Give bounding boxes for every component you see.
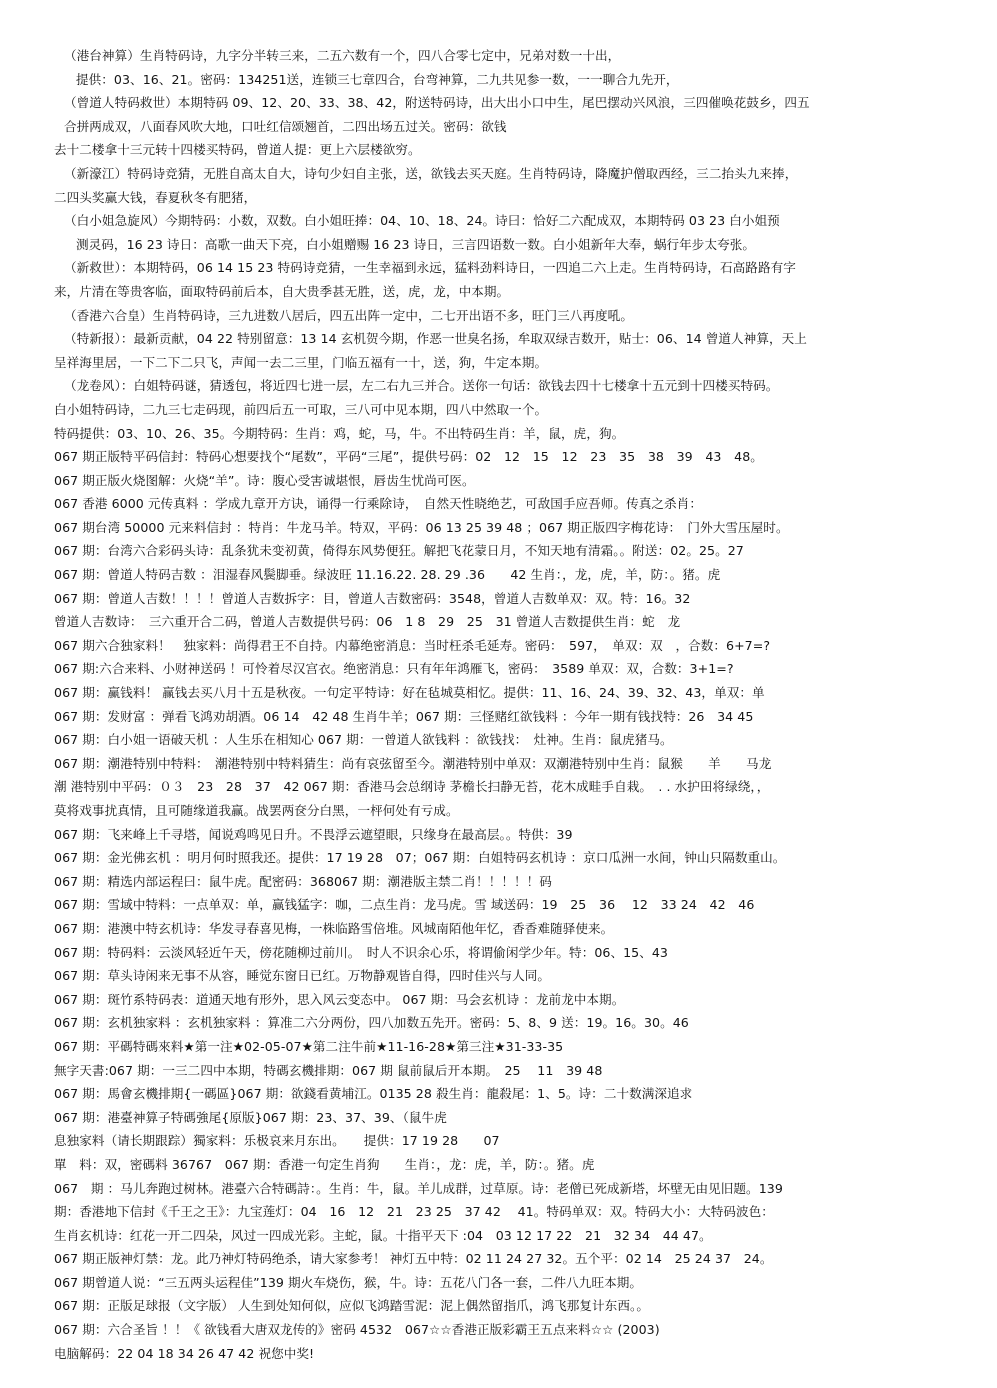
text-line: 067 期：精选内部运程曰：鼠牛虎。配密码：368067 期：潮港版主禁二肖！！！！！码 [54,873,552,889]
text-line: 呈祥海里居，一下二下二只飞，声闻一去二三里，门临五福有一十，送，狗，牛定本期。 [54,354,548,370]
text-line: 067 期：白小姐一语破天机 ：人生乐在相知心 067 期：一曾道人欲钱料 ：欲钱找： 灶神。生肖：鼠虎猪马。 [54,732,673,748]
text-line: 067 期正版火烧图解：火烧“羊”。诗：腹心受害诚堪恨，唇齿生忧尚可医。 [54,472,475,488]
text-line: （曾道人特码救世）本期特码 09、12、20、33、38、42，附送特码诗，出大出小口中生，尾巴摆动兴风浪，三四催唤花鼓乡，四五 [64,95,810,111]
text-line: 067 期：曾道人吉数！！！！曾道人吉数拆字：目，曾道人吉数密码：3548，曾道人吉数单双：双。特：16。32 [54,590,691,606]
text-line: 067 期：草头诗闲来无事不从容，睡觉东窗日已红。万物静观皆自得，四时佳兴与人同。 [54,968,551,984]
text-line: 067 期：金光佛玄机 ：明月何时照我还。提供：17 19 28 07；067 期：白姐特码玄机诗 ：京口瓜洲一水间，钟山只隔数重山。 [54,850,786,866]
text-line: 潮 港特别中平码：０３ 23 28 37 42 067 期：香港马会总纲诗 茅檐长扫静无苔，花木成畦手自栽。 . . 水护田将绿绕，， [54,779,770,795]
text-line: （龙卷风）：白姐特码谜，猜透包，将近四七进一层，左二右九三并合。送你一句话：欲钱去四十七楼拿十五元到十四楼买特码。 [64,378,779,394]
text-line: 067 期：特码料：云淡风轻近午天，傍花随柳过前川。 时人不识余心乐，将谓偷闲学少年。特：06、15、43 [54,944,668,960]
text-line: 提供：03、16、21。密码：134251送，连锁三七章四合，台弯神算，二九共见参一数，一一聊合九先开， [76,71,679,87]
text-line: 無字天書:067 期：一三二四中本期，特碼玄機排期：067 期 鼠前鼠后开本期。 25 11 39 48 [54,1062,603,1078]
text-line: 测灵码，16 23 诗日：高歌一曲天下亮，白小姐赠赐 16 23 诗日，三言四语数一数。白小姐新年大奉，蜗行年步太夸张。 [76,236,756,252]
text-line: 特码提供：03、10、26、35。今期特码：生肖：鸡，蛇，马，牛。不出特码生肖：羊，鼠，虎，狗。 [54,425,625,441]
text-line: （白小姐急旋风）今期特码：小数，双数。白小姐旺捧：04、10、18、24。诗曰：恰好二六配成双，本期特码 03 23 白小姐预 [64,213,780,229]
text-line: 067 期：玄机独家料 ：玄机独家料 ：算准二六分两份，四八加数五先开。密码：5、8、9 送：19。16。30。46 [54,1015,689,1031]
text-line: 合拼两成双，八面春风吹大地，口吐红信颂翘首，二四出场五过关。密码：欲钱 [64,118,507,134]
text-line: 067 期：雪域中特料：一点单双：单，赢钱猛字：咖，二点生肖：龙马虎。雪 域送码：19 25 36 12 33 24 42 46 [54,897,755,913]
text-line: 067 期：赢钱料！ 赢钱去买八月十五是秋夜。一句定平特诗：好在毡城莫相忆。提供：11、16、24、39、32、43，单双：单 [54,685,765,701]
text-line: （特新报）：最新贡献，04 22 特别留意：13 14 玄机贺今期，作恶一世臭名扬，牟取双绿吉数开，贴士：06、14 曾道人神算，天上 [64,331,807,347]
text-line: 莫将戏事扰真情，且可随缘道我赢。战罢两奁分白黑，一枰何处有亏成。 [54,803,459,818]
text-line: 067 期：台湾六合彩码头诗：乱条犹未变初黄，倚得东风势便狂。解把飞花蒙日月，不知天地有清霜。。附送：02。25。27 [54,543,744,559]
page-text [54,44,954,1365]
text-line: （香港六合皇）生肖特码诗，三九进数八居后，四五出阵一定中，二七开出语不多，旺门三八再度吼。 [64,307,633,323]
text-line: 去十二楼拿十三元转十四楼买特码，曾道人提：更上六层楼欲穷。 [54,142,421,158]
text-line: 曾道人吉数诗： 三六重开合二码，曾道人吉数提供号码：06 1 8 29 25 31 曾道人吉数提供生肖：蛇 龙 [54,614,681,630]
text-line: 067 期：港澳中特玄机诗：华发寻春喜见梅，一株临路雪倍堆。风城南陌他年忆，香香难随驿使来。 [54,920,614,936]
text-line: 067 期台湾 50000 元来料信封 ：特肖：牛龙马羊。特双，平码：06 13 25 39 48 ；067 期正版四字梅花诗： 门外大雪压屋时。 [54,519,789,535]
text-line: 067 期：斑竹系特码表：道通天地有形外，思入风云变态中。 067 期：马会玄机诗 ：龙前龙中本期。 [54,991,625,1007]
text-line: 067 期:六合来料、小财神送码 ！可怜着尽汉宫衣。绝密消息：只有年年鸿雁飞，密码： 3589 单双：双，合数：3+1=? [54,661,734,677]
text-line: 067 期曾道人说：“三五两头运程佳”139 期火车烧伤，猴，牛。诗：五花八门各一套，二件八九旺本期。 [54,1274,643,1290]
text-line: （新救世）：本期特码，06 14 15 23 特码诗竞猜，一生幸福到永远，猛料劲料诗日，一四追二六上走。生肖特码诗，石高路路有字 [64,260,796,276]
text-line: 067 期：飞来峰上千寻塔，闻说鸡鸣见日升。不畏浮云遮望眼，只缘身在最高层。。特供：39 [54,826,573,842]
text-line: 067 期：正版足球报（文字版） 人生到处知何似，应似飞鸿踏雪泥：泥上偶然留指爪，鸿飞那复计东西。。 [54,1298,649,1314]
text-line: 067 期：曾道人特码吉数 ：泪湿春风鬓脚垂。绿波旺 11.16.22. 28. 29 .36 42 生肖：，龙，虎，羊，防：。猪。虎 [54,567,721,583]
text-line: 067 期：馬會玄機排期{一碼區}067 期：欲錢看黄埔江。0135 28 殺生肖：龍殺尾：1、5。诗：二十数满深追求 [54,1086,693,1102]
text-line: 067 期正版特平码信封：特码心想要找个“尾数”，平码“三尾”，提供号码：02 12 15 12 23 35 38 39 43 48。 [54,449,763,465]
text-line: 067 期：发财富 ：弹看飞鸿劝胡酒。06 14 42 48 生肖牛羊；067 期：三怪赌红欲钱料 ：今年一期有钱找特：26 34 45 [54,708,754,724]
text-line: 息独家料（请长期跟踪）獨家料：乐极哀来月东出。 提供：17 19 28 07 [54,1133,500,1149]
text-line: 来，片清在等贵客临，面取特码前后本，自大贵季甚无胜，送，虎，龙，中本期。 [54,283,510,299]
text-line: 白小姐特码诗，二九三七走码现，前四后五一可取，三八可中见本期，四八中然取一个。 [54,401,548,417]
text-line: 067 期六合独家料！ 独家料：尚得君王不自持。内幕绝密消息：当时枉杀毛延寿。密码： 597， 单双：双 ，合数：6+7=? [54,637,771,653]
text-line: 067 期：港臺神算子特碼強尾{原版}067 期：23、37、39、（鼠牛虎 [54,1109,447,1125]
text-line: （港台神算）生肖特码诗，九字分半转三来，二五六数有一个，四八合零七定中，兄弟对数一十出， [64,48,621,63]
text-line: 067 期正版神灯禁：龙。此乃神灯特码绝杀，请大家参考！ 神灯五中特：02 11 24 27 32。五个平：02 14 25 24 37 24。 [54,1251,773,1267]
text-line: 067 期：六合圣旨 ！！《 欲钱看大唐双龙传的》密码 4532 067☆☆香港正版彩霸王五点来料☆☆ (2003) [54,1322,660,1338]
text-line: 單 料：双，密碼料 36767 067 期：香港一句定生肖狗 生肖：，龙：虎，羊，防：。猪。虎 [54,1156,595,1172]
text-line: 电脑解码：22 04 18 34 26 47 42 祝您中奖! [54,1345,315,1361]
text-line: 生肖玄机诗：红花一开二四朵，风过一四成光彩。主蛇，鼠。十指平天下 :04 03 12 17 22 21 32 34 44 47。 [54,1227,712,1243]
text-line: 二四头奖赢大钱，春夏秋冬有肥猪， [54,189,257,205]
text-line: 期：香港地下信封《千王之王》：九宝莲灯：04 16 12 21 23 25 37 42 41。特码单双：双。特码大小：大特码波色： [54,1204,774,1220]
text-line: 067 期：平碼特碼來料★第一注★02-05-07★第二注牛前★11-16-28★第三注★31-33-35 [54,1038,564,1054]
text-line: 067 期 ：马儿奔跑过树林。港臺六合特碼詩：。生肖：牛，鼠。羊儿成群，过草原。诗：老僧已死成新塔，坏壁无由见旧题。139 [54,1180,783,1196]
text-line: 067 期：潮港特别中特料： 潮港特别中特料猜生：尚有哀弦留至今。潮港特别中单双：双潮港特别中生肖：鼠猴 羊 马龙 [54,755,772,771]
text-line: （新濠江）特码诗竞猜，无胜自高太自大，诗句少妇自主张，送，欲钱去买天庭。生肖特码诗，降魔护僧取西经，三二抬头九来捧， [64,165,798,181]
text-line: 067 香港 6000 元传真料 ：学成九章开方诀，诵得一行乘除诗， 自然天性晓绝艺，可敌国手应吾师。传真之杀肖： [54,496,702,512]
